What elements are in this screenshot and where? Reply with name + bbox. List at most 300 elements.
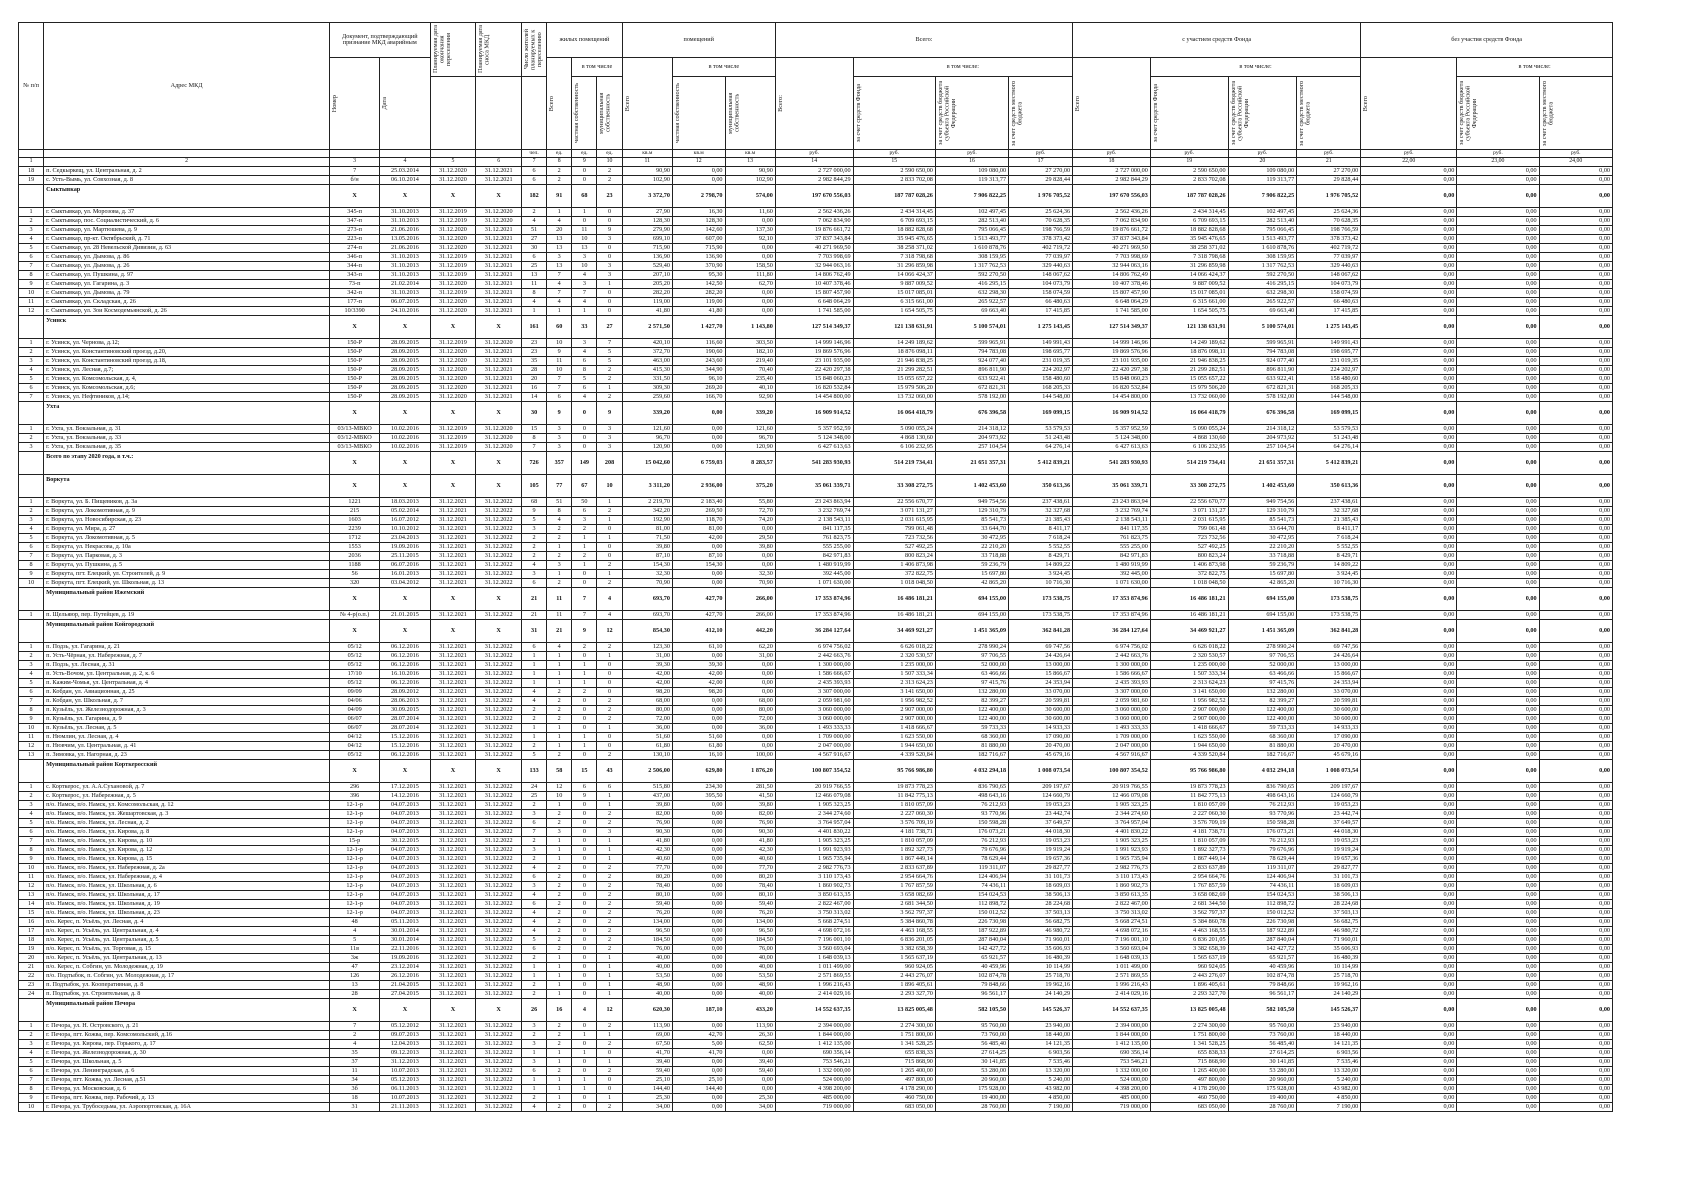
table-cell: 7 703 998,69 xyxy=(775,253,853,262)
table-cell: 14 552 637,35 xyxy=(1073,999,1151,1022)
address-cell: г. Сыктывкар, пос. Социалистический, д. 6 xyxy=(44,217,330,226)
address-cell: п/о. Намск, п/о. Намск, ул. Кирова, д. 10 xyxy=(44,837,330,846)
table-cell: 06/07 xyxy=(329,715,379,724)
table-row xyxy=(19,697,1613,706)
table-cell: 0,00 xyxy=(725,670,775,679)
table-cell: 1 709 000,00 xyxy=(1073,733,1151,742)
table-cell: 8 411,17 xyxy=(1009,525,1073,534)
table-cell: 6 xyxy=(19,1067,44,1076)
table-cell: 0,00 xyxy=(1361,280,1457,289)
table-cell: 0,00 xyxy=(725,217,775,226)
table-cell: 30.01.2014 xyxy=(380,927,430,936)
table-cell: 23 243 863,94 xyxy=(1073,498,1151,507)
table-cell: 21 651 357,31 xyxy=(1228,452,1297,475)
table-cell: 31.12.2021 xyxy=(430,679,476,688)
table-cell: 154,30 xyxy=(672,561,725,570)
table-cell: 0,00 xyxy=(1457,253,1539,262)
table-cell: 0,00 xyxy=(1361,185,1457,208)
table-cell: 1 648 039,13 xyxy=(1073,954,1151,963)
table-cell: 0 xyxy=(572,864,597,873)
table-cell: 6 xyxy=(19,384,44,393)
table-cell: 0,00 xyxy=(1457,307,1539,316)
table-cell: 0,00 xyxy=(1539,289,1612,298)
table-cell: 0 xyxy=(597,679,622,688)
table-cell: 1 xyxy=(597,963,622,972)
table-cell: 1 xyxy=(19,498,44,507)
table-cell: 1 402 453,60 xyxy=(1228,475,1297,498)
address-cell: с. Усть-Вымь, ул. Совхозная, д. 8 xyxy=(44,176,330,185)
table-cell: 1 xyxy=(547,1058,572,1067)
table-cell: 0,00 xyxy=(1539,1049,1612,1058)
table-cell: 0,00 xyxy=(1539,742,1612,751)
table-cell: 9 xyxy=(19,280,44,289)
table-cell: 68,00 xyxy=(622,697,672,706)
table-cell: 0,00 xyxy=(1457,733,1539,742)
table-cell: 2 xyxy=(572,643,597,652)
table-cell: 0,00 xyxy=(1457,1040,1539,1049)
table-cell: 41,80 xyxy=(622,837,672,846)
table-cell: 12 466 079,08 xyxy=(1073,792,1151,801)
table-cell: 960 924,05 xyxy=(853,963,935,972)
table-cell: 6 xyxy=(522,873,547,882)
table-cell: 11 xyxy=(19,298,44,307)
table-cell: 0,00 xyxy=(1361,244,1457,253)
table-cell: 23 442,74 xyxy=(1297,810,1361,819)
table-cell: 2 320 530,57 xyxy=(1150,652,1228,661)
table-cell: 723 732,56 xyxy=(1150,534,1228,543)
table-cell: 5 552,55 xyxy=(1009,543,1073,552)
table-cell: 05.11.2013 xyxy=(380,918,430,927)
table-cell: 2 xyxy=(547,936,572,945)
table-cell: 16 480,39 xyxy=(1009,954,1073,963)
table-cell: 0,00 xyxy=(672,167,725,176)
address-cell: г. Воркута, пгт. Елецкий, ул. Строителей, д. 9 xyxy=(44,570,330,579)
table-cell: 33 070,00 xyxy=(1009,688,1073,697)
table-cell: 0,00 xyxy=(1361,1103,1457,1112)
table-row xyxy=(19,909,1613,918)
table-cell: 31.12.2021 xyxy=(430,561,476,570)
table-cell: 20 xyxy=(19,954,44,963)
table-cell: 1 071 630,00 xyxy=(1073,579,1151,588)
unit-chel: чел. xyxy=(522,150,547,158)
address-cell: г. Сыктывкар, ул. Складская, д. 26 xyxy=(44,298,330,307)
table-cell: 1 493 333,33 xyxy=(1073,724,1151,733)
table-cell: 514 219 734,41 xyxy=(1150,452,1228,475)
table-cell: 30 472,95 xyxy=(935,534,1008,543)
table-cell: 30 600,00 xyxy=(1009,706,1073,715)
table-cell: 127 514 349,37 xyxy=(775,316,853,339)
table-cell: 541 283 930,93 xyxy=(1073,452,1151,475)
table-cell: 0,00 xyxy=(1539,760,1612,783)
table-cell: 1 xyxy=(547,1085,572,1094)
table-cell: 0,00 xyxy=(1457,1085,1539,1094)
address-cell: п/о. Намск, п/о. Намск, ул. Кирова, д. 12 xyxy=(44,846,330,855)
table-cell: X xyxy=(329,402,379,425)
table-cell: 274-п xyxy=(329,244,379,253)
table-cell: 4 xyxy=(522,697,547,706)
table-cell: 28.09.2015 xyxy=(380,393,430,402)
table-cell: 1 867 449,14 xyxy=(1150,855,1228,864)
table-cell: 7 xyxy=(547,271,572,280)
table-cell: 2 xyxy=(572,688,597,697)
table-cell: 23.12.2014 xyxy=(380,963,430,972)
table-cell: 40,00 xyxy=(622,963,672,972)
table-cell: 31.12.2021 xyxy=(476,348,522,357)
table-cell: 0 xyxy=(572,945,597,954)
table-cell: 0,00 xyxy=(1539,348,1612,357)
table-cell: 3 658 082,69 xyxy=(1150,891,1228,900)
table-cell: 31.12.2021 xyxy=(430,828,476,837)
table-cell: 17 090,00 xyxy=(1009,733,1073,742)
table-cell: 3 382 658,39 xyxy=(1150,945,1228,954)
column-index-cell: 1 xyxy=(19,158,44,167)
table-cell: 541 283 930,93 xyxy=(775,452,853,475)
table-cell: 113,90 xyxy=(725,1022,775,1031)
table-cell: 62,50 xyxy=(725,1040,775,1049)
table-cell: 31.12.2022 xyxy=(476,1085,522,1094)
table-cell: X xyxy=(430,185,476,208)
table-cell: 14 121,35 xyxy=(1297,1040,1361,1049)
table-cell: 578 192,00 xyxy=(1228,393,1297,402)
table-cell: 0 xyxy=(572,724,597,733)
table-cell: 173 538,75 xyxy=(1009,588,1073,611)
table-cell: 17 353 874,96 xyxy=(775,611,853,620)
table-cell: 5 124 348,00 xyxy=(1073,434,1151,443)
address-cell: г. Воркута, ул. Пушкина, д. 5 xyxy=(44,561,330,570)
table-cell: 2 822 467,00 xyxy=(775,900,853,909)
table-cell: 18 xyxy=(19,936,44,945)
table-cell: 3 xyxy=(522,882,547,891)
table-cell: 04/12 xyxy=(329,742,379,751)
table-cell: 0,00 xyxy=(1361,1031,1457,1040)
table-cell: 40,00 xyxy=(622,954,672,963)
table-cell: 4 xyxy=(522,864,547,873)
table-cell: 28.09.2015 xyxy=(380,384,430,393)
table-cell: 0,00 xyxy=(725,1076,775,1085)
table-cell: 0,00 xyxy=(1457,235,1539,244)
table-cell: 0,00 xyxy=(1457,760,1539,783)
table-cell: 278 990,24 xyxy=(1228,643,1297,652)
table-cell: 3 xyxy=(19,1040,44,1049)
table-cell: 2 xyxy=(522,990,547,999)
table-cell: 149 991,43 xyxy=(1297,339,1361,348)
table-cell: 118,70 xyxy=(672,516,725,525)
table-cell: 30 600,00 xyxy=(1297,706,1361,715)
table-cell: 13 xyxy=(572,244,597,253)
table-cell: 7 535,46 xyxy=(1009,1058,1073,1067)
table-cell: 0 xyxy=(572,1058,597,1067)
group-total-row xyxy=(19,316,1613,339)
table-cell: 3 xyxy=(547,561,572,570)
table-cell: 13 000,00 xyxy=(1297,661,1361,670)
table-cell: 329 440,63 xyxy=(1297,262,1361,271)
table-cell: 31.12.2021 xyxy=(430,981,476,990)
table-cell: 121 138 631,91 xyxy=(1150,316,1228,339)
table-cell: 31 101,73 xyxy=(1009,873,1073,882)
table-cell: 5 xyxy=(572,375,597,384)
table-cell: 95 766 986,80 xyxy=(1150,760,1228,783)
table-cell: 219,40 xyxy=(725,357,775,366)
table-cell: 69 663,40 xyxy=(1228,307,1297,316)
table-cell: 0,00 xyxy=(1457,452,1539,475)
table-cell: 31.12.2021 xyxy=(430,864,476,873)
table-cell: 0,00 xyxy=(1539,891,1612,900)
table-cell: 5 240,00 xyxy=(1297,1076,1361,1085)
table-cell: 2 138 543,11 xyxy=(1073,516,1151,525)
table-cell: 1 767 857,59 xyxy=(1150,882,1228,891)
table-cell: 0,00 xyxy=(672,1094,725,1103)
table-cell: 21 651 357,31 xyxy=(935,452,1008,475)
table-cell: 4 xyxy=(547,516,572,525)
table-cell: 21.02.2014 xyxy=(380,280,430,289)
table-cell: 14 249 189,62 xyxy=(1150,339,1228,348)
address-cell: Всего по этапу 2020 года, в т.ч.: xyxy=(44,452,330,475)
table-cell: 1 xyxy=(597,990,622,999)
table-cell: 19 400,00 xyxy=(1228,1094,1297,1103)
table-cell: 0 xyxy=(597,298,622,307)
table-cell: 1 xyxy=(547,954,572,963)
table-cell: 35 606,93 xyxy=(1009,945,1073,954)
table-cell: 11 xyxy=(522,280,547,289)
table-cell: 0,00 xyxy=(1539,855,1612,864)
table-cell: X xyxy=(430,588,476,611)
table-cell: 21 385,43 xyxy=(1297,516,1361,525)
table-cell: 4 xyxy=(522,217,547,226)
table-cell: 28 760,00 xyxy=(935,1103,1008,1112)
table-cell: 0,00 xyxy=(1457,393,1539,402)
table-cell: 5 xyxy=(597,357,622,366)
table-cell: 25 718,70 xyxy=(1297,972,1361,981)
table-cell: 0,00 xyxy=(1361,1067,1457,1076)
table-cell: 18 882 828,68 xyxy=(1150,226,1228,235)
table-cell: 10 xyxy=(547,339,572,348)
table-row xyxy=(19,918,1613,927)
table-cell: 427,70 xyxy=(672,588,725,611)
table-cell: 0,00 xyxy=(1361,990,1457,999)
table-cell: 68,00 xyxy=(725,697,775,706)
column-index-cell: 24,00 xyxy=(1539,158,1612,167)
table-cell: 31.12.2022 xyxy=(476,643,522,652)
table-cell: 15 xyxy=(522,425,547,434)
table-cell: 144 548,00 xyxy=(1009,393,1073,402)
table-cell: 30 600,00 xyxy=(1009,715,1073,724)
table-cell: 3ж xyxy=(329,954,379,963)
table-cell: 3 xyxy=(572,280,597,289)
table-cell: 5 xyxy=(19,819,44,828)
group-total-row xyxy=(19,475,1613,498)
table-cell: 20 919 766,55 xyxy=(1073,783,1151,792)
table-cell: 3 xyxy=(572,339,597,348)
table-cell: 0 xyxy=(597,307,622,316)
table-cell: 42 865,20 xyxy=(1228,579,1297,588)
table-cell: 3 060 000,00 xyxy=(775,706,853,715)
table-cell: 30 xyxy=(522,244,547,253)
table-cell: 1 406 873,98 xyxy=(1150,561,1228,570)
table-cell: 21.06.2016 xyxy=(380,244,430,253)
table-cell: 3 xyxy=(19,226,44,235)
table-cell: 150 598,28 xyxy=(1228,819,1297,828)
table-cell: 100 807 354,52 xyxy=(1073,760,1151,783)
table-cell: 690 356,14 xyxy=(1073,1049,1151,1058)
table-cell: 0,00 xyxy=(1457,792,1539,801)
table-cell: 2 219,70 xyxy=(622,498,672,507)
table-cell: 1 844 000,00 xyxy=(1073,1031,1151,1040)
address-cell: п/о. Намск, п/о. Намск, ул. Жешартовская, д. 3 xyxy=(44,810,330,819)
table-cell: 753 546,21 xyxy=(1073,1058,1151,1067)
table-cell: 372,70 xyxy=(622,348,672,357)
table-cell: 3 141 650,00 xyxy=(1150,688,1228,697)
table-cell: 31.12.2021 xyxy=(476,271,522,280)
table-cell: 43 982,00 xyxy=(1297,1085,1361,1094)
table-cell: 14 249 189,62 xyxy=(853,339,935,348)
table-cell: 266,00 xyxy=(725,611,775,620)
table-row xyxy=(19,882,1613,891)
table-cell: 70,90 xyxy=(725,579,775,588)
table-cell: 20 470,00 xyxy=(1009,742,1073,751)
table-cell: 0 xyxy=(597,733,622,742)
table-cell: 27 614,25 xyxy=(1228,1049,1297,1058)
table-cell: 5 552,55 xyxy=(1297,543,1361,552)
table-cell: 0 xyxy=(597,253,622,262)
table-cell: 31.12.2022 xyxy=(476,819,522,828)
table-cell: 28 xyxy=(522,366,547,375)
table-cell: 4 xyxy=(597,611,622,620)
table-cell: 149 991,43 xyxy=(1009,339,1073,348)
table-cell: 2 xyxy=(547,819,572,828)
table-cell: 4 xyxy=(522,918,547,927)
table-cell: 2 xyxy=(597,873,622,882)
table-cell: 1 965 735,94 xyxy=(1073,855,1151,864)
table-row xyxy=(19,972,1613,981)
table-cell: 33 308 272,75 xyxy=(853,475,935,498)
table-row xyxy=(19,679,1613,688)
table-row xyxy=(19,846,1613,855)
unit-blank xyxy=(380,150,430,158)
table-cell: 0 xyxy=(597,552,622,561)
table-cell: 22 420 297,38 xyxy=(1073,366,1151,375)
table-cell: 184,50 xyxy=(622,936,672,945)
table-cell: 0,00 xyxy=(1361,792,1457,801)
table-cell: 0,00 xyxy=(1539,1031,1612,1040)
table-body xyxy=(19,158,1613,1112)
table-cell: 14 552 637,35 xyxy=(775,999,853,1022)
table-cell: 1188 xyxy=(329,561,379,570)
table-cell: 51,60 xyxy=(622,733,672,742)
table-cell: 378 373,42 xyxy=(1297,235,1361,244)
table-cell: 0,00 xyxy=(672,882,725,891)
header-withfund-local: за счет средств местного бюджета xyxy=(1297,77,1361,150)
table-row xyxy=(19,208,1613,217)
table-cell: 231 019,35 xyxy=(1297,357,1361,366)
table-cell: 43 982,00 xyxy=(1009,1085,1073,1094)
unit-ed: ед. xyxy=(572,150,597,158)
table-cell: 31.12.2022 xyxy=(476,972,522,981)
address-cell: г. Усинск, ул. Константиновский проезд, д.18, xyxy=(44,357,330,366)
table-cell: 960 924,05 xyxy=(1150,963,1228,972)
table-cell: 1 xyxy=(597,516,622,525)
table-cell: 6 903,56 xyxy=(1297,1049,1361,1058)
table-cell: 0,00 xyxy=(1361,652,1457,661)
table-cell: 13 xyxy=(329,981,379,990)
table-cell: 31.12.2021 xyxy=(430,1049,476,1058)
table-row xyxy=(19,298,1613,307)
table-cell: 158,50 xyxy=(725,262,775,271)
table-cell: 31.12.2021 xyxy=(430,1094,476,1103)
table-cell: 31.12.2021 xyxy=(430,751,476,760)
table-cell: 5 xyxy=(522,936,547,945)
table-cell: 04.07.2013 xyxy=(380,882,430,891)
table-cell: 699,10 xyxy=(622,235,672,244)
table-cell: 2 435 393,93 xyxy=(775,679,853,688)
address-cell: п/о. Керес, п. Усьёль, ул. Центральная, д. 4 xyxy=(44,927,330,936)
table-cell: 0 xyxy=(572,443,597,452)
table-cell: 31.12.2022 xyxy=(476,611,522,620)
table-cell: 3 560 693,04 xyxy=(1073,945,1151,954)
table-cell: 31.12.2022 xyxy=(476,697,522,706)
table-cell: 257 104,54 xyxy=(1228,443,1297,452)
table-cell: 0,00 xyxy=(1457,176,1539,185)
table-cell: 0 xyxy=(597,208,622,217)
table-cell: 21 946 838,25 xyxy=(1150,357,1228,366)
table-cell: 169 099,15 xyxy=(1297,402,1361,425)
table-cell: X xyxy=(380,402,430,425)
table-cell: 31.12.2021 xyxy=(430,1040,476,1049)
table-cell: 68 360,00 xyxy=(1228,733,1297,742)
table-cell: 78 629,44 xyxy=(1228,855,1297,864)
table-cell: 2 xyxy=(522,534,547,543)
table-cell: 21 299 282,51 xyxy=(853,366,935,375)
table-cell: 207,10 xyxy=(622,271,672,280)
table-cell: 0,00 xyxy=(1539,751,1612,760)
table-cell: 166,70 xyxy=(672,393,725,402)
table-cell: 3 562 797,37 xyxy=(1150,909,1228,918)
table-cell: 15 979 506,20 xyxy=(1150,384,1228,393)
table-cell: 28.07.2014 xyxy=(380,715,430,724)
table-cell: 1 xyxy=(597,1094,622,1103)
table-row xyxy=(19,552,1613,561)
table-cell: 599 965,91 xyxy=(1228,339,1297,348)
table-cell: 97 415,76 xyxy=(1228,679,1297,688)
table-cell: 31.12.2022 xyxy=(476,561,522,570)
column-index-cell: 3 xyxy=(329,158,379,167)
address-cell: п. Подтыбок, ул. Кооперативная, д. 8 xyxy=(44,981,330,990)
table-cell: 19 919,24 xyxy=(1297,846,1361,855)
table-cell: 10.02.2016 xyxy=(380,434,430,443)
table-cell: 7 xyxy=(547,384,572,393)
table-cell: 243,60 xyxy=(672,357,725,366)
address-cell: г. Воркута, ул. Некрасова, д. 10а xyxy=(44,543,330,552)
table-cell: 0,00 xyxy=(1361,452,1457,475)
table-cell: 60 xyxy=(547,316,572,339)
table-cell: 3 xyxy=(597,443,622,452)
table-cell: 592 270,50 xyxy=(935,271,1008,280)
table-cell: 9 xyxy=(572,792,597,801)
table-cell: 4 xyxy=(522,909,547,918)
table-cell: 273-п xyxy=(329,226,379,235)
table-cell: 23 940,00 xyxy=(1009,1022,1073,1031)
table-cell: 800 823,24 xyxy=(1150,552,1228,561)
table-cell xyxy=(19,452,44,475)
table-cell: 0,00 xyxy=(1539,1076,1612,1085)
unit-rub: руб. xyxy=(1073,150,1151,158)
table-row xyxy=(19,1031,1613,1040)
table-cell: 3 311,20 xyxy=(622,475,672,498)
unit-blank xyxy=(19,150,44,158)
table-cell: 0,00 xyxy=(672,402,725,425)
table-cell: 0,00 xyxy=(1457,579,1539,588)
table-cell: 6 836 201,05 xyxy=(853,936,935,945)
table-cell: 24.10.2016 xyxy=(380,307,430,316)
